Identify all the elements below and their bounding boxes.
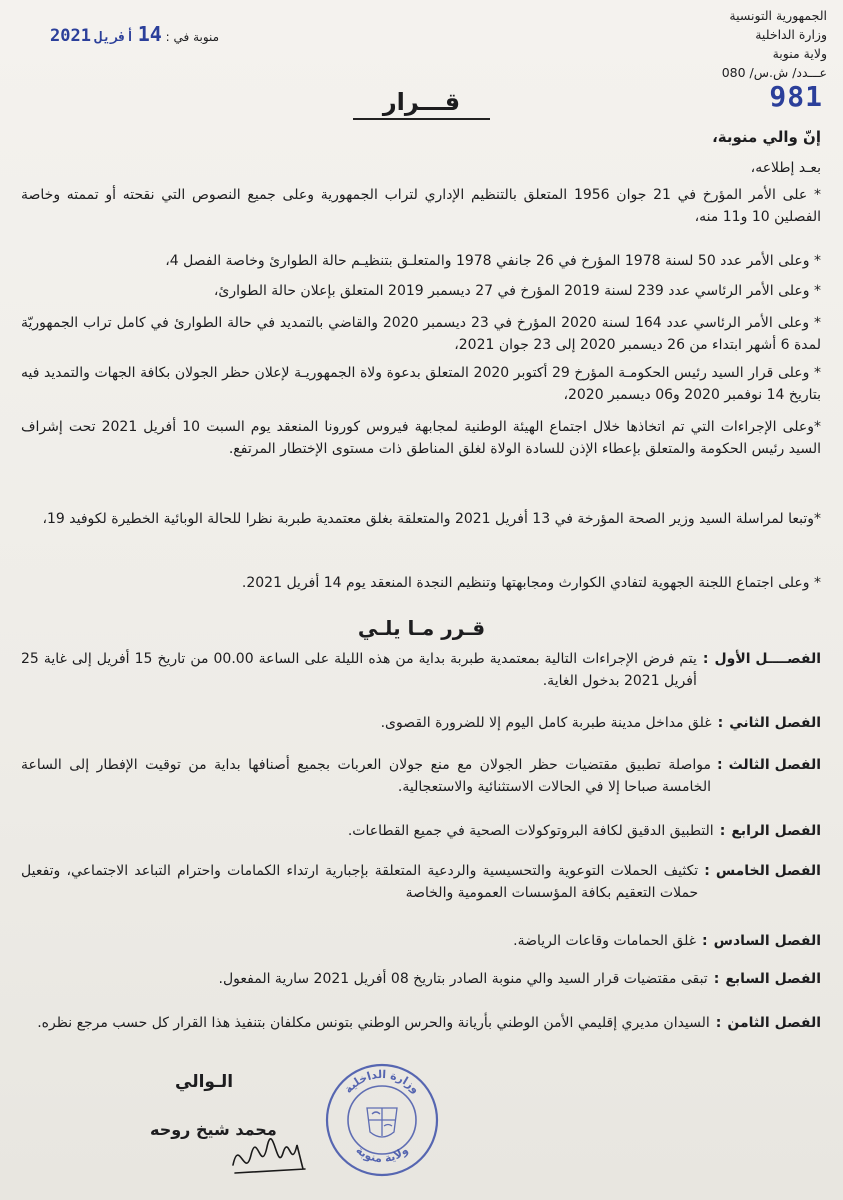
article-label: الفصل الرابع bbox=[731, 823, 821, 839]
document-title-text: قـــرار bbox=[353, 88, 490, 120]
consideration-1: * على الأمر المؤرخ في 21 جوان 1956 المتعلق بالتنظيم الإداري لتراب الجمهورية وعلى جميع النصوص التي نقحته أو تممته وخاصة الفصلين 10 و11 منه، bbox=[21, 187, 821, 225]
handwritten-signature bbox=[225, 1125, 315, 1185]
article-label: الفصل السادس bbox=[713, 933, 821, 949]
consideration-4: * وعلى الأمر الرئاسي عدد 164 لسنة 2020 المؤرخ في 23 ديسمبر 2020 والقاضي بالتمديد في حالة الطوارئ في كامل تراب الجمهوريّة لمدة 6 أشهر ابتداء من 26 ديسمبر 2020 إلى 23 جوان 2021، bbox=[21, 315, 821, 353]
after-reading: بعـد إطلاعه، bbox=[750, 160, 821, 176]
consideration-6: *وعلى الإجراءات التي تم اتخاذها خلال اجتماع الهيئة الوطنية لمجابهة فيروس كورونا المنعقد يوم السبت 10 أفريل 2021 تحت إشراف السيد رئيس الحكومة والمتعلق بإعطاء الإذن للسادة الولاة لغلق المناطق ذات مستوى الإختطار المرتفع. bbox=[21, 419, 822, 457]
reference-prefix: عـــدد/ ش.س/ 080 bbox=[721, 65, 827, 80]
date-line bbox=[50, 22, 219, 46]
date-place: منوبة في : bbox=[165, 30, 220, 44]
decision-heading: قـرر مـا يلـي bbox=[357, 616, 486, 640]
svg-text:ولاية منوبة bbox=[353, 1143, 410, 1165]
article-text: تكثيف الحملات التوعوية والتحسيسية والردعية المتعلقة بإجبارية ارتداء الكمامات واحترام التباعد الاجتماعي، وتفعيل حملات التعقيم بكافة المؤسسات العمومية والخاصة bbox=[21, 863, 699, 901]
article-label: الفصل الثالث bbox=[728, 757, 821, 773]
article-label: الفصل السابع bbox=[725, 971, 821, 987]
article-text: يتم فرض الإجراءات التالية بمعتمدية طبربة بداية من هذه الليلة على الساعة 00.00 من تاريخ 15 أفريل إلى غاية 25 أفريل 2021 بدخول الغاية. bbox=[21, 651, 697, 689]
article-text: السيدان مديري إقليمي الأمن الوطني بأريانة والحرس الوطني بتونس مكلفان بتنفيذ هذا القرار كل حسب مرجع نظره. bbox=[37, 1015, 710, 1031]
date-month: أفريل bbox=[94, 30, 134, 45]
article-text: غلق مداخل مدينة طبربة كامل اليوم إلا للضرورة القصوى. bbox=[380, 715, 712, 731]
consideration-5: * وعلى قرار السيد رئيس الحكومـة المؤرخ 29 أكتوبر 2020 المتعلق بدعوة ولاة الجمهوريـة لإعلان حظر الجولان بكافة الجهات والتمديد فيه بتاريخ 14 نوفمبر 2020 و06 ديسمبر 2020، bbox=[21, 365, 821, 403]
governor-intro: إنّ والي منوبة، bbox=[712, 128, 821, 146]
article-6: الفصل السادس : غلق الحمامات وقاعات الرياضة. bbox=[21, 930, 821, 952]
signatory-title: الـوالي bbox=[175, 1072, 234, 1092]
article-text: غلق الحمامات وقاعات الرياضة. bbox=[513, 933, 697, 949]
article-7: الفصل السابع : تبقى مقتضيات قرار السيد والي منوبة الصادر بتاريخ 08 أفريل 2021 سارية المفعول. bbox=[21, 968, 821, 990]
reference-number: 981 bbox=[769, 80, 823, 113]
article-text: تبقى مقتضيات قرار السيد والي منوبة الصادر بتاريخ 08 أفريل 2021 سارية المفعول. bbox=[218, 971, 708, 987]
article-label: الفصل الثامن bbox=[727, 1015, 821, 1031]
article-label: الفصل الثاني bbox=[729, 715, 821, 731]
article-4: الفصل الرابع : التطبيق الدقيق لكافة البروتوكولات الصحية في جميع القطاعات. bbox=[21, 820, 821, 842]
stamp-outer-text: وزارة الداخلية bbox=[341, 1067, 423, 1096]
stamp-inner-text: ولاية منوبة bbox=[353, 1143, 411, 1166]
article-1: الفصــــل الأول : يتم فرض الإجراءات التالية بمعتمدية طبربة بداية من هذه الليلة على الساعة 00.00 من تاريخ 15 أفريل إلى غاية 25 أفريل 2021 بدخول الغاية. bbox=[21, 648, 821, 692]
article-2: الفصل الثاني : غلق مداخل مدينة طبربة كامل اليوم إلا للضرورة القصوى. bbox=[21, 712, 821, 734]
ministry-name: وزارة الداخلية bbox=[755, 27, 827, 42]
official-stamp-icon bbox=[322, 1060, 442, 1180]
governorate-name: ولاية منوبة bbox=[772, 46, 827, 61]
document-title bbox=[0, 88, 843, 116]
article-label: الفصــــل الأول bbox=[714, 651, 821, 667]
consideration-8: * وعلى اجتماع اللجنة الجهوية لتفادي الكوارث ومجابهتها وتنظيم النجدة المنعقد يوم 14 أفريل 2021. bbox=[241, 575, 821, 591]
republic-name: الجمهورية التونسية bbox=[729, 8, 827, 23]
date-day: 14 bbox=[137, 22, 162, 46]
consideration-7: *وتبعا لمراسلة السيد وزير الصحة المؤرخة في 13 أفريل 2021 والمتعلقة بغلق معتمدية طبربة نظرا للحالة الوبائية الخطيرة لكوفيد 19، bbox=[42, 511, 821, 527]
consideration-2: * وعلى الأمر عدد 50 لسنة 1978 المؤرخ في 26 جانفي 1978 والمتعلـق بتنظيـم حالة الطوارئ وخاصة الفصل 4، bbox=[165, 253, 821, 269]
article-8: الفصل الثامن : السيدان مديري إقليمي الأمن الوطني بأريانة والحرس الوطني بتونس مكلفان بتنفيذ هذا القرار كل حسب مرجع نظره. bbox=[21, 1012, 821, 1034]
signatory-name: محمد شيخ روحه bbox=[150, 1120, 277, 1139]
consideration-3: * وعلى الأمر الرئاسي عدد 239 لسنة 2019 المؤرخ في 27 ديسمبر 2019 المتعلق بإعلان حالة الطوارئ، bbox=[213, 283, 821, 299]
letterhead bbox=[722, 6, 827, 82]
date-year: 2021 bbox=[50, 26, 91, 46]
article-text: مواصلة تطبيق مقتضيات حظر الجولان مع منع جولان العربات بجميع أصنافها بداية من توقيت الإفطار إلى الساعة الخامسة صباحا إلا في الحالات الاستثنائية والاستعجالية. bbox=[21, 757, 711, 795]
article-3: الفصل الثالث : مواصلة تطبيق مقتضيات حظر الجولان مع منع جولان العربات بجميع أصنافها بداية من توقيت الإفطار إلى الساعة الخامسة صباحا إلا في الحالات الاستثنائية والاستعجالية. bbox=[21, 754, 821, 798]
article-text: التطبيق الدقيق لكافة البروتوكولات الصحية في جميع القطاعات. bbox=[347, 823, 714, 839]
article-label: الفصل الخامس bbox=[715, 863, 821, 879]
article-5: الفصل الخامس : تكثيف الحملات التوعوية والتحسيسية والردعية المتعلقة بإجبارية ارتداء الكمامات واحترام التباعد الاجتماعي، وتفعيل حملات التعقيم بكافة المؤسسات العمومية والخاصة bbox=[21, 860, 821, 904]
